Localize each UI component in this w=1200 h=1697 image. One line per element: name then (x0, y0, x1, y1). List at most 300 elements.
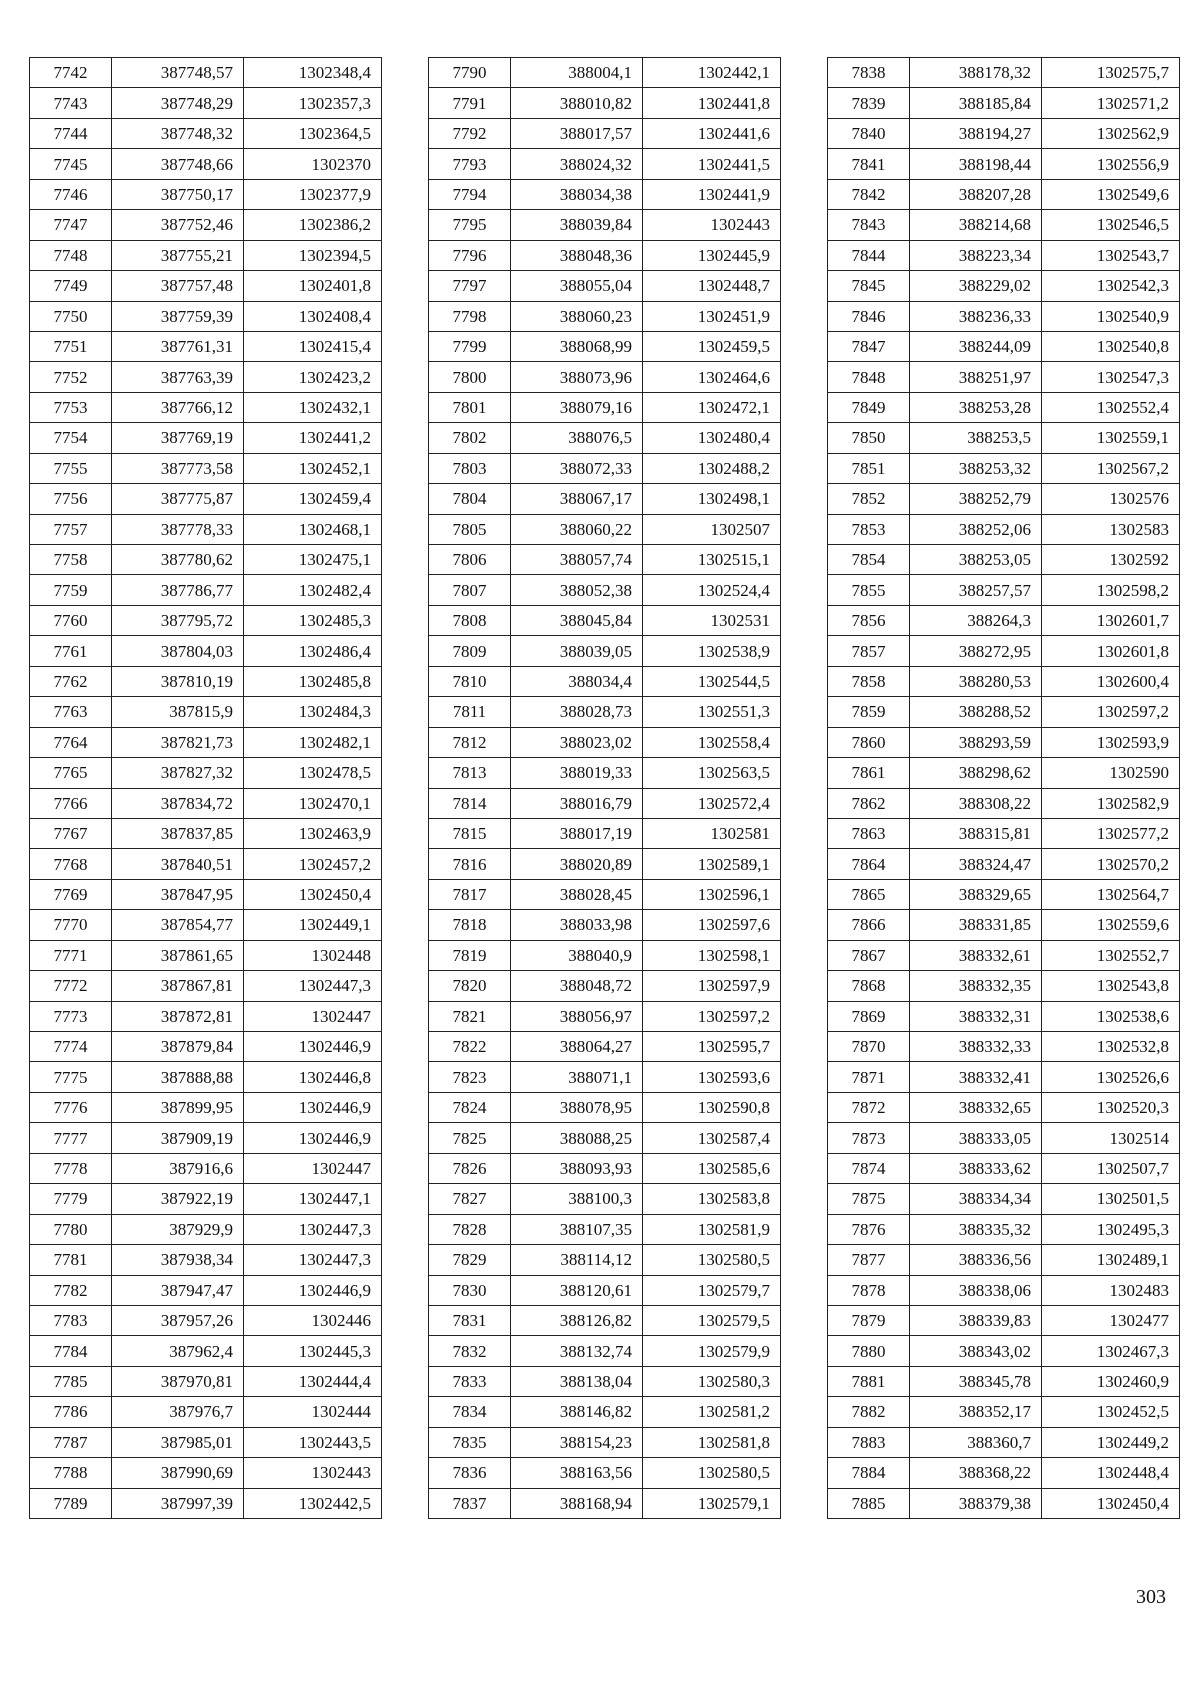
point-number-cell: 7865 (828, 879, 910, 909)
table-row (30, 453, 382, 483)
y-coordinate-cell: 1302564,7 (1042, 879, 1180, 909)
point-number-cell: 7767 (30, 818, 112, 848)
point-number-cell: 7851 (828, 453, 910, 483)
x-coordinate-cell: 388010,82 (511, 88, 643, 118)
y-coordinate-cell: 1302446 (244, 1305, 382, 1335)
y-coordinate-cell: 1302514 (1042, 1123, 1180, 1153)
point-number-cell: 7766 (30, 788, 112, 818)
y-coordinate-cell: 1302472,1 (643, 392, 781, 422)
y-coordinate-cell: 1302446,9 (244, 1123, 382, 1153)
x-coordinate-cell: 388368,22 (910, 1458, 1042, 1488)
y-coordinate-cell: 1302590 (1042, 758, 1180, 788)
point-number-cell: 7747 (30, 210, 112, 240)
y-coordinate-cell: 1302575,7 (1042, 58, 1180, 88)
y-coordinate-cell: 1302450,4 (1042, 1488, 1180, 1518)
point-number-cell: 7864 (828, 849, 910, 879)
table-row (30, 910, 382, 940)
table-row (429, 666, 781, 696)
x-coordinate-cell: 387938,34 (112, 1245, 244, 1275)
x-coordinate-cell: 387990,69 (112, 1458, 244, 1488)
y-coordinate-cell: 1302443 (244, 1458, 382, 1488)
table-row (30, 1001, 382, 1031)
table-row (429, 392, 781, 422)
table-row (828, 545, 1180, 575)
x-coordinate-cell: 388060,23 (511, 301, 643, 331)
y-coordinate-cell: 1302470,1 (244, 788, 382, 818)
y-coordinate-cell: 1302538,6 (1042, 1001, 1180, 1031)
table-row (429, 1275, 781, 1305)
point-number-cell: 7802 (429, 423, 511, 453)
x-coordinate-cell: 388334,34 (910, 1184, 1042, 1214)
table-row (429, 1032, 781, 1062)
y-coordinate-cell: 1302580,5 (643, 1245, 781, 1275)
point-number-cell: 7845 (828, 271, 910, 301)
point-number-cell: 7863 (828, 818, 910, 848)
x-coordinate-cell: 388004,1 (511, 58, 643, 88)
x-coordinate-cell: 388076,5 (511, 423, 643, 453)
table-row (828, 271, 1180, 301)
table-row (30, 849, 382, 879)
x-coordinate-cell: 387834,72 (112, 788, 244, 818)
point-number-cell: 7789 (30, 1488, 112, 1518)
point-number-cell: 7862 (828, 788, 910, 818)
x-coordinate-cell: 388040,9 (511, 940, 643, 970)
table-row (429, 1305, 781, 1335)
point-number-cell: 7880 (828, 1336, 910, 1366)
y-coordinate-cell: 1302592 (1042, 545, 1180, 575)
point-number-cell: 7763 (30, 697, 112, 727)
x-coordinate-cell: 387778,33 (112, 514, 244, 544)
table-row (30, 118, 382, 148)
point-number-cell: 7764 (30, 727, 112, 757)
y-coordinate-cell: 1302583 (1042, 514, 1180, 544)
x-coordinate-cell: 388132,74 (511, 1336, 643, 1366)
table-row (828, 1488, 1180, 1518)
point-number-cell: 7833 (429, 1366, 511, 1396)
y-coordinate-cell: 1302590,8 (643, 1092, 781, 1122)
table-row (828, 1245, 1180, 1275)
x-coordinate-cell: 388345,78 (910, 1366, 1042, 1396)
x-coordinate-cell: 387773,58 (112, 453, 244, 483)
table-row (30, 271, 382, 301)
y-coordinate-cell: 1302348,4 (244, 58, 382, 88)
point-number-cell: 7876 (828, 1214, 910, 1244)
point-number-cell: 7756 (30, 484, 112, 514)
point-number-cell: 7838 (828, 58, 910, 88)
x-coordinate-cell: 388332,65 (910, 1092, 1042, 1122)
x-coordinate-cell: 387761,31 (112, 331, 244, 361)
point-number-cell: 7775 (30, 1062, 112, 1092)
point-number-cell: 7867 (828, 940, 910, 970)
y-coordinate-cell: 1302581,2 (643, 1397, 781, 1427)
point-number-cell: 7819 (429, 940, 511, 970)
x-coordinate-cell: 387780,62 (112, 545, 244, 575)
point-number-cell: 7830 (429, 1275, 511, 1305)
table-row (828, 971, 1180, 1001)
table-row (828, 1123, 1180, 1153)
x-coordinate-cell: 388039,84 (511, 210, 643, 240)
table-row (30, 727, 382, 757)
y-coordinate-cell: 1302543,7 (1042, 240, 1180, 270)
point-number-cell: 7836 (429, 1458, 511, 1488)
y-coordinate-cell: 1302507,7 (1042, 1153, 1180, 1183)
table-row (30, 210, 382, 240)
table-row (429, 788, 781, 818)
point-number-cell: 7841 (828, 149, 910, 179)
table-row (30, 1092, 382, 1122)
y-coordinate-cell: 1302549,6 (1042, 179, 1180, 209)
x-coordinate-cell: 388052,38 (511, 575, 643, 605)
table-row (30, 331, 382, 361)
table-row (30, 971, 382, 1001)
table-row (828, 605, 1180, 635)
y-coordinate-cell: 1302544,5 (643, 666, 781, 696)
y-coordinate-cell: 1302489,1 (1042, 1245, 1180, 1275)
y-coordinate-cell: 1302482,4 (244, 575, 382, 605)
point-number-cell: 7783 (30, 1305, 112, 1335)
point-number-cell: 7823 (429, 1062, 511, 1092)
table-row (30, 1062, 382, 1092)
y-coordinate-cell: 1302370 (244, 149, 382, 179)
x-coordinate-cell: 388298,62 (910, 758, 1042, 788)
point-number-cell: 7875 (828, 1184, 910, 1214)
point-number-cell: 7776 (30, 1092, 112, 1122)
y-coordinate-cell: 1302482,1 (244, 727, 382, 757)
y-coordinate-cell: 1302597,9 (643, 971, 781, 1001)
point-number-cell: 7827 (429, 1184, 511, 1214)
x-coordinate-cell: 388178,32 (910, 58, 1042, 88)
x-coordinate-cell: 388114,12 (511, 1245, 643, 1275)
y-coordinate-cell: 1302442,5 (244, 1488, 382, 1518)
table-row (429, 514, 781, 544)
table-row (828, 331, 1180, 361)
x-coordinate-cell: 387976,7 (112, 1397, 244, 1427)
table-row (429, 1488, 781, 1518)
x-coordinate-cell: 387750,17 (112, 179, 244, 209)
x-coordinate-cell: 388338,06 (910, 1275, 1042, 1305)
table-row (30, 1245, 382, 1275)
y-coordinate-cell: 1302447,3 (244, 971, 382, 1001)
table-row (30, 88, 382, 118)
table-row (828, 1001, 1180, 1031)
x-coordinate-cell: 387997,39 (112, 1488, 244, 1518)
y-coordinate-cell: 1302540,9 (1042, 301, 1180, 331)
y-coordinate-cell: 1302446,9 (244, 1032, 382, 1062)
x-coordinate-cell: 388332,35 (910, 971, 1042, 1001)
point-number-cell: 7824 (429, 1092, 511, 1122)
y-coordinate-cell: 1302597,6 (643, 910, 781, 940)
x-coordinate-cell: 387795,72 (112, 605, 244, 635)
table-row (828, 1397, 1180, 1427)
x-coordinate-cell: 387757,48 (112, 271, 244, 301)
x-coordinate-cell: 388236,33 (910, 301, 1042, 331)
table-row (828, 1062, 1180, 1092)
y-coordinate-cell: 1302452,5 (1042, 1397, 1180, 1427)
table-row (429, 1366, 781, 1396)
point-number-cell: 7777 (30, 1123, 112, 1153)
table-row (429, 484, 781, 514)
y-coordinate-cell: 1302394,5 (244, 240, 382, 270)
y-coordinate-cell: 1302582,9 (1042, 788, 1180, 818)
y-coordinate-cell: 1302377,9 (244, 179, 382, 209)
x-coordinate-cell: 387759,39 (112, 301, 244, 331)
x-coordinate-cell: 387748,32 (112, 118, 244, 148)
x-coordinate-cell: 387872,81 (112, 1001, 244, 1031)
point-number-cell: 7878 (828, 1275, 910, 1305)
point-number-cell: 7818 (429, 910, 511, 940)
x-coordinate-cell: 388163,56 (511, 1458, 643, 1488)
x-coordinate-cell: 388253,32 (910, 453, 1042, 483)
point-number-cell: 7757 (30, 514, 112, 544)
table-row (828, 1458, 1180, 1488)
y-coordinate-cell: 1302507 (643, 514, 781, 544)
point-number-cell: 7759 (30, 575, 112, 605)
table-row (429, 849, 781, 879)
table-row (30, 666, 382, 696)
table-row (429, 636, 781, 666)
point-number-cell: 7792 (429, 118, 511, 148)
point-number-cell: 7842 (828, 179, 910, 209)
y-coordinate-cell: 1302357,3 (244, 88, 382, 118)
table-row (429, 453, 781, 483)
point-number-cell: 7806 (429, 545, 511, 575)
x-coordinate-cell: 388288,52 (910, 697, 1042, 727)
x-coordinate-cell: 388253,05 (910, 545, 1042, 575)
y-coordinate-cell: 1302587,4 (643, 1123, 781, 1153)
coordinates-table-left (29, 57, 382, 1519)
y-coordinate-cell: 1302449,1 (244, 910, 382, 940)
y-coordinate-cell: 1302581,8 (643, 1427, 781, 1457)
y-coordinate-cell: 1302447 (244, 1153, 382, 1183)
table-row (429, 1184, 781, 1214)
x-coordinate-cell: 388126,82 (511, 1305, 643, 1335)
y-coordinate-cell: 1302598,1 (643, 940, 781, 970)
table-row (429, 1245, 781, 1275)
y-coordinate-cell: 1302526,6 (1042, 1062, 1180, 1092)
x-coordinate-cell: 388057,74 (511, 545, 643, 575)
y-coordinate-cell: 1302601,8 (1042, 636, 1180, 666)
table-row (828, 849, 1180, 879)
x-coordinate-cell: 388252,79 (910, 484, 1042, 514)
x-coordinate-cell: 388339,83 (910, 1305, 1042, 1335)
table-row (30, 1184, 382, 1214)
point-number-cell: 7873 (828, 1123, 910, 1153)
y-coordinate-cell: 1302572,4 (643, 788, 781, 818)
x-coordinate-cell: 388024,32 (511, 149, 643, 179)
y-coordinate-cell: 1302448,4 (1042, 1458, 1180, 1488)
y-coordinate-cell: 1302464,6 (643, 362, 781, 392)
x-coordinate-cell: 388034,38 (511, 179, 643, 209)
x-coordinate-cell: 388244,09 (910, 331, 1042, 361)
point-number-cell: 7769 (30, 879, 112, 909)
table-row (30, 940, 382, 970)
point-number-cell: 7820 (429, 971, 511, 1001)
point-number-cell: 7780 (30, 1214, 112, 1244)
y-coordinate-cell: 1302579,5 (643, 1305, 781, 1335)
y-coordinate-cell: 1302570,2 (1042, 849, 1180, 879)
x-coordinate-cell: 388198,44 (910, 149, 1042, 179)
x-coordinate-cell: 387748,29 (112, 88, 244, 118)
y-coordinate-cell: 1302450,4 (244, 879, 382, 909)
x-coordinate-cell: 388315,81 (910, 818, 1042, 848)
y-coordinate-cell: 1302532,8 (1042, 1032, 1180, 1062)
table-row (429, 879, 781, 909)
x-coordinate-cell: 388293,59 (910, 727, 1042, 757)
table-row (828, 149, 1180, 179)
y-coordinate-cell: 1302441,9 (643, 179, 781, 209)
x-coordinate-cell: 388023,02 (511, 727, 643, 757)
table-row (828, 179, 1180, 209)
x-coordinate-cell: 387854,77 (112, 910, 244, 940)
y-coordinate-cell: 1302583,8 (643, 1184, 781, 1214)
x-coordinate-cell: 388229,02 (910, 271, 1042, 301)
table-row (30, 1214, 382, 1244)
point-number-cell: 7859 (828, 697, 910, 727)
x-coordinate-cell: 387861,65 (112, 940, 244, 970)
point-number-cell: 7774 (30, 1032, 112, 1062)
x-coordinate-cell: 388016,79 (511, 788, 643, 818)
table-row (429, 331, 781, 361)
x-coordinate-cell: 387947,47 (112, 1275, 244, 1305)
point-number-cell: 7753 (30, 392, 112, 422)
x-coordinate-cell: 388078,95 (511, 1092, 643, 1122)
point-number-cell: 7868 (828, 971, 910, 1001)
x-coordinate-cell: 388017,57 (511, 118, 643, 148)
table-row (828, 879, 1180, 909)
x-coordinate-cell: 387929,9 (112, 1214, 244, 1244)
table-row (429, 1153, 781, 1183)
table-row (429, 1214, 781, 1244)
point-number-cell: 7874 (828, 1153, 910, 1183)
point-number-cell: 7772 (30, 971, 112, 1001)
x-coordinate-cell: 388138,04 (511, 1366, 643, 1396)
point-number-cell: 7849 (828, 392, 910, 422)
x-coordinate-cell: 388253,5 (910, 423, 1042, 453)
point-number-cell: 7871 (828, 1062, 910, 1092)
table-row (429, 1092, 781, 1122)
y-coordinate-cell: 1302597,2 (643, 1001, 781, 1031)
y-coordinate-cell: 1302432,1 (244, 392, 382, 422)
point-number-cell: 7869 (828, 1001, 910, 1031)
y-coordinate-cell: 1302531 (643, 605, 781, 635)
point-number-cell: 7814 (429, 788, 511, 818)
x-coordinate-cell: 387847,95 (112, 879, 244, 909)
table-row (828, 697, 1180, 727)
point-number-cell: 7835 (429, 1427, 511, 1457)
table-row (30, 1397, 382, 1427)
table-row (828, 240, 1180, 270)
x-coordinate-cell: 387786,77 (112, 575, 244, 605)
y-coordinate-cell: 1302475,1 (244, 545, 382, 575)
point-number-cell: 7781 (30, 1245, 112, 1275)
point-number-cell: 7882 (828, 1397, 910, 1427)
point-number-cell: 7855 (828, 575, 910, 605)
table-row (828, 575, 1180, 605)
x-coordinate-cell: 388017,19 (511, 818, 643, 848)
x-coordinate-cell: 387867,81 (112, 971, 244, 1001)
y-coordinate-cell: 1302515,1 (643, 545, 781, 575)
y-coordinate-cell: 1302559,1 (1042, 423, 1180, 453)
point-number-cell: 7812 (429, 727, 511, 757)
x-coordinate-cell: 387888,88 (112, 1062, 244, 1092)
x-coordinate-cell: 387840,51 (112, 849, 244, 879)
y-coordinate-cell: 1302444,4 (244, 1366, 382, 1396)
x-coordinate-cell: 388333,62 (910, 1153, 1042, 1183)
table-row (30, 149, 382, 179)
point-number-cell: 7760 (30, 605, 112, 635)
table-row (828, 1427, 1180, 1457)
table-row (30, 788, 382, 818)
y-coordinate-cell: 1302484,3 (244, 697, 382, 727)
x-coordinate-cell: 388360,7 (910, 1427, 1042, 1457)
point-number-cell: 7848 (828, 362, 910, 392)
x-coordinate-cell: 387769,19 (112, 423, 244, 453)
y-coordinate-cell: 1302558,4 (643, 727, 781, 757)
page-number: 303 (1136, 1586, 1166, 1608)
y-coordinate-cell: 1302443 (643, 210, 781, 240)
y-coordinate-cell: 1302593,6 (643, 1062, 781, 1092)
y-coordinate-cell: 1302445,9 (643, 240, 781, 270)
y-coordinate-cell: 1302546,5 (1042, 210, 1180, 240)
y-coordinate-cell: 1302477 (1042, 1305, 1180, 1335)
point-number-cell: 7746 (30, 179, 112, 209)
table-row (828, 1275, 1180, 1305)
x-coordinate-cell: 388048,36 (511, 240, 643, 270)
x-coordinate-cell: 388223,34 (910, 240, 1042, 270)
table-row (828, 636, 1180, 666)
y-coordinate-cell: 1302446,8 (244, 1062, 382, 1092)
y-coordinate-cell: 1302538,9 (643, 636, 781, 666)
y-coordinate-cell: 1302580,5 (643, 1458, 781, 1488)
x-coordinate-cell: 388048,72 (511, 971, 643, 1001)
x-coordinate-cell: 388028,73 (511, 697, 643, 727)
table-row (429, 118, 781, 148)
x-coordinate-cell: 387815,9 (112, 697, 244, 727)
y-coordinate-cell: 1302598,2 (1042, 575, 1180, 605)
point-number-cell: 7822 (429, 1032, 511, 1062)
table-row (429, 910, 781, 940)
x-coordinate-cell: 388020,89 (511, 849, 643, 879)
table-row (828, 362, 1180, 392)
y-coordinate-cell: 1302576 (1042, 484, 1180, 514)
point-number-cell: 7744 (30, 118, 112, 148)
table-row (429, 149, 781, 179)
table-row (828, 1092, 1180, 1122)
table-row (429, 271, 781, 301)
table-row (828, 818, 1180, 848)
point-number-cell: 7745 (30, 149, 112, 179)
point-number-cell: 7807 (429, 575, 511, 605)
y-coordinate-cell: 1302485,3 (244, 605, 382, 635)
point-number-cell: 7787 (30, 1427, 112, 1457)
y-coordinate-cell: 1302480,4 (643, 423, 781, 453)
point-number-cell: 7770 (30, 910, 112, 940)
point-number-cell: 7782 (30, 1275, 112, 1305)
x-coordinate-cell: 388251,97 (910, 362, 1042, 392)
table-row (429, 1062, 781, 1092)
point-number-cell: 7801 (429, 392, 511, 422)
x-coordinate-cell: 387755,21 (112, 240, 244, 270)
y-coordinate-cell: 1302447,1 (244, 1184, 382, 1214)
point-number-cell: 7790 (429, 58, 511, 88)
y-coordinate-cell: 1302460,9 (1042, 1366, 1180, 1396)
table-row (828, 1366, 1180, 1396)
table-row (30, 605, 382, 635)
point-number-cell: 7854 (828, 545, 910, 575)
table-row (429, 1458, 781, 1488)
table-row (30, 58, 382, 88)
point-number-cell: 7884 (828, 1458, 910, 1488)
